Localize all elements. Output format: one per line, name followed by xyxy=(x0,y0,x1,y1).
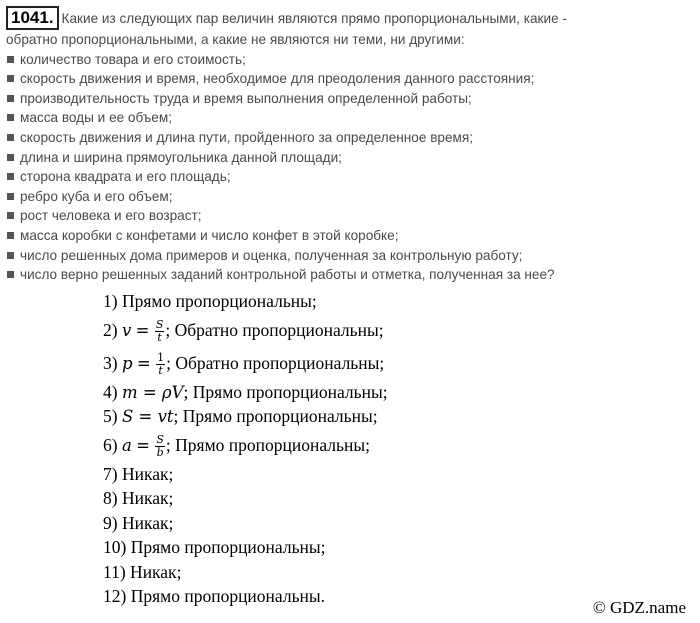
fraction: $\frac{S}{t}$ xyxy=(155,317,164,344)
list-item: масса воды и ее объем; xyxy=(6,108,692,128)
problem-number-badge: 1041. xyxy=(6,6,59,30)
square-bullet-icon xyxy=(7,75,14,82)
formula: S = vt xyxy=(121,407,174,426)
answer-9: 9) Никак; xyxy=(103,512,174,533)
list-item: число верно решенных заданий контрольной работы и отметка, полученная за нее? xyxy=(6,265,692,285)
square-bullet-icon xyxy=(7,232,14,239)
list-item: сторона квадрата и его площадь; xyxy=(6,167,692,187)
answer-5: 5) S = vt; Прямо пропорциональны; xyxy=(103,406,378,426)
formula-lhs: p xyxy=(121,353,133,373)
square-bullet-icon xyxy=(7,154,14,161)
square-bullet-icon xyxy=(7,56,14,63)
problem-condition-text-1: Какие из следующих пар величин являются прямо пропорциональными, какие - xyxy=(61,11,567,26)
watermark: © GDZ.name xyxy=(592,598,686,617)
list-item: рост человека и его возраст; xyxy=(6,206,692,226)
answer-3: 3) p = $\frac{1}{t}$ ; Обратно пропорциональны; xyxy=(103,350,385,377)
fraction: $\frac{1}{t}$ xyxy=(157,350,165,377)
square-bullet-icon xyxy=(7,212,14,219)
list-item: количество товара и его стоимость; xyxy=(6,50,692,70)
list-item: ребро куба и его объем; xyxy=(6,187,692,207)
formula-lhs: a xyxy=(121,435,132,455)
answer-4: 4) m = ρV; Прямо пропорциональны; xyxy=(103,381,388,402)
list-item: скорость движения и время, необходимое для преодоления данного расстояния; xyxy=(6,69,692,89)
answer-6: 6) a = $\frac{S}{b}$ ; Прямо пропорциональны; xyxy=(103,432,370,459)
problem-condition-line-2: обратно пропорциональными, а какие не являются ни теми, ни другими: xyxy=(6,32,465,47)
answer-7: 7) Никак; xyxy=(103,463,174,484)
formula-equals: = xyxy=(136,435,150,455)
answer-1: 1) Прямо пропорциональны; xyxy=(103,291,317,311)
list-item: масса коробки с конфетами и число конфет в этой коробке; xyxy=(6,226,692,246)
list-item: скорость движения и длина пути, пройденного за определенное время; xyxy=(6,128,692,148)
fraction: $\frac{S}{b}$ xyxy=(156,432,164,459)
answers-block xyxy=(103,289,388,609)
formula-equals: = xyxy=(135,320,150,340)
answer-11: 11) Никак; xyxy=(103,561,182,582)
list-item: длина и ширина прямоугольника данной площади; xyxy=(6,148,692,168)
square-bullet-icon xyxy=(7,193,14,200)
formula-lhs: v xyxy=(121,320,132,340)
problem-statement xyxy=(6,6,692,285)
answer-12: 12) Прямо пропорциональны. xyxy=(103,586,326,606)
answer-8: 8) Никак; xyxy=(103,488,174,508)
formula: m = ρV xyxy=(121,382,184,402)
square-bullet-icon xyxy=(7,252,14,259)
problem-condition-line-1 xyxy=(6,6,692,30)
problem-items-list xyxy=(6,50,692,285)
answer-10: 10) Прямо пропорциональны; xyxy=(103,537,326,557)
square-bullet-icon xyxy=(7,95,14,102)
square-bullet-icon xyxy=(7,271,14,278)
square-bullet-icon xyxy=(7,134,14,141)
list-item: производительность труда и время выполнения определенной работы; xyxy=(6,89,692,109)
square-bullet-icon xyxy=(7,114,14,121)
list-item: число решенных дома примеров и оценка, полученная за контрольную работу; xyxy=(6,246,692,266)
formula-equals: = xyxy=(136,353,151,373)
answer-2: 2) v = $\frac{S}{t}$ ; Обратно пропорциональны; xyxy=(103,317,384,344)
square-bullet-icon xyxy=(7,173,14,180)
